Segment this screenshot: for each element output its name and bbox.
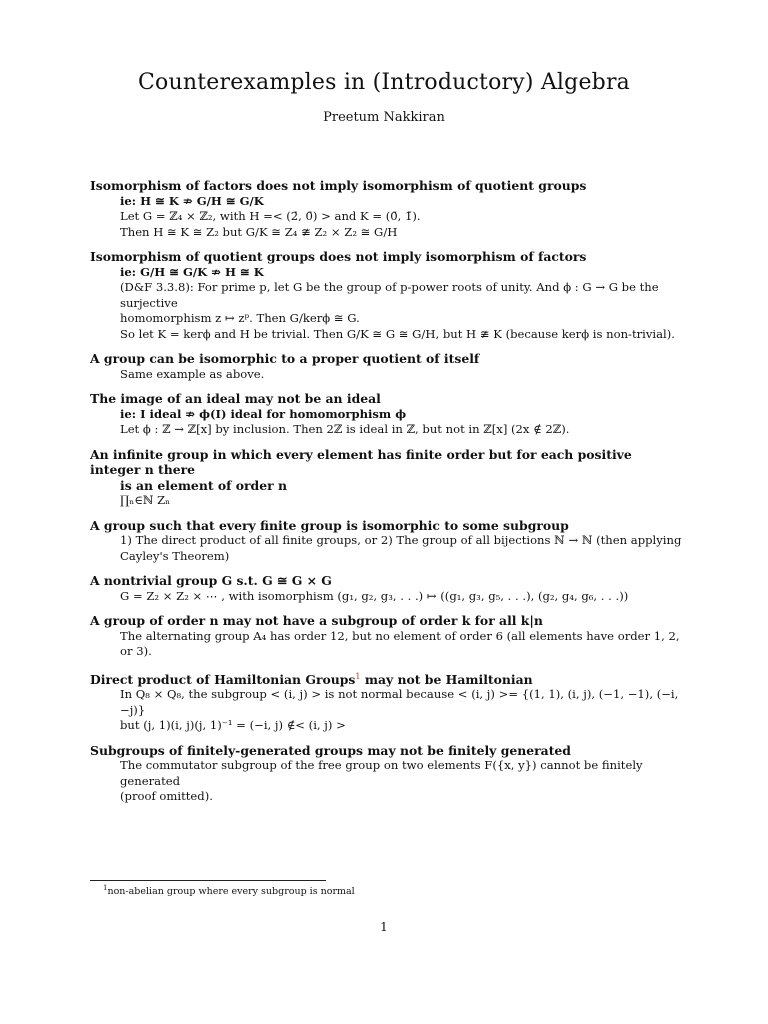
heading-text: Direct product of Hamiltonian Groups <box>90 671 356 687</box>
section-5 <box>90 447 682 509</box>
body-line: Then H ≅ K ≅ Z₂ but G/K ≅ Z₄ ≇ Z₂ × Z₂ ≅ G/H <box>120 224 398 239</box>
paper-title: Counterexamples in (Introductory) Algebra <box>138 70 630 95</box>
heading-text-tail: may not be Hamiltonian <box>364 671 533 687</box>
section-body <box>90 194 682 241</box>
section-heading <box>90 669 682 688</box>
body-line: ie: G/H ≅ G/K ⇏ H ≅ K <box>120 264 264 279</box>
body-line: The commutator subgroup of the free group on two elements F({x, y}) cannot be finitely generated <box>120 758 643 788</box>
paper-author: Preetum Nakkiran <box>323 110 445 125</box>
section-heading: A group of order n may not have a subgroup of order k for all k|n <box>90 613 543 628</box>
section-body <box>90 367 682 383</box>
body-line: Let ϕ : ℤ → ℤ[x] by inclusion. Then 2ℤ is ideal in ℤ, but not in ℤ[x] (2x ∉ 2ℤ). <box>120 422 570 436</box>
section-body <box>90 687 682 734</box>
section-heading: Isomorphism of quotient groups does not imply isomorphism of factors <box>90 249 587 264</box>
section-3 <box>90 351 682 382</box>
section-body <box>90 758 682 805</box>
section-4 <box>90 391 682 438</box>
section-body <box>90 407 682 438</box>
section-body <box>90 533 682 564</box>
body-line: ∏ₙ∈ℕ Zₙ <box>120 493 171 507</box>
body-line: Same example as above. <box>120 366 265 381</box>
section-heading: A group can be isomorphic to a proper quotient of itself <box>90 351 480 366</box>
body-line: 1) The direct product of all finite groups, or 2) The group of all bijections ℕ → ℕ (then applying <box>120 533 682 547</box>
body-line: but (j, 1)(i, j)(j, 1)⁻¹ = (−i, j) ∉< (i, j) > <box>120 718 346 733</box>
footnote-rule <box>90 880 326 881</box>
body-line: (proof omitted). <box>120 789 213 804</box>
section-8 <box>90 613 682 660</box>
section-body <box>90 265 682 343</box>
body-line: G = Z₂ × Z₂ × ⋯ , with isomorphism (g₁, g₂, g₃, . . .) ↦ ((g₁, g₃, g₅, . . .), (g₂, g₄, g₆, . . .)) <box>120 588 629 603</box>
section-heading: Isomorphism of factors does not imply isomorphism of quotient groups <box>90 178 587 193</box>
section-2 <box>90 249 682 342</box>
body-line: ie: H ≅ K ⇏ G/H ≅ G/K <box>120 193 264 208</box>
section-heading: A group such that every finite group is isomorphic to some subgroup <box>90 517 569 533</box>
body-line: homomorphism z ↦ zᵖ. Then G/kerϕ ≅ G. <box>120 311 360 325</box>
body-line: ie: I ideal ⇏ ϕ(I) ideal for homomorphism ϕ <box>120 406 407 421</box>
footnote <box>103 884 355 897</box>
section-body <box>90 493 682 509</box>
body-line: Cayley's Theorem) <box>120 548 230 563</box>
body-line: Let G = ℤ₄ × ℤ₂, with H =< (2̄, 0̄) > and K = (0̄, 1̄). <box>120 209 421 223</box>
section-7 <box>90 573 682 604</box>
section-heading <box>90 447 682 494</box>
section-body <box>90 589 682 605</box>
heading-line: An infinite group in which every element has finite order but for each positive integer n there <box>90 446 632 477</box>
page-number: 1 <box>380 920 388 934</box>
footnote-text: non-abelian group where every subgroup is normal <box>107 886 355 898</box>
body-line: In Q₈ × Q₈, the subgroup < (i, j) > is not normal because < (i, j) >= {(1, 1), (i, j), (−1, −1), (−i, −j)} <box>120 687 679 717</box>
footnote-marker-link[interactable]: 1 <box>355 671 361 681</box>
heading-line-continued: is an element of order n <box>120 477 287 493</box>
body-line: (D&F 3.3.8): For prime p, let G be the group of p-power roots of unity. And ϕ : G → G be the surjective <box>120 280 659 310</box>
section-1 <box>90 178 682 240</box>
section-10 <box>90 743 682 805</box>
section-heading: A nontrivial group G s.t. G ≅ G × G <box>90 573 332 588</box>
section-9 <box>90 669 682 734</box>
body-line: So let K = kerϕ and H be trivial. Then G/K ≅ G ≅ G/H, but H ≇ K (because kerϕ is non-trivial). <box>120 326 675 341</box>
section-6 <box>90 518 682 565</box>
section-list <box>90 178 682 814</box>
section-heading: The image of an ideal may not be an ideal <box>90 391 381 406</box>
footnote-mark: 1 <box>103 884 108 892</box>
body-line: The alternating group A₄ has order 12, but no element of order 6 (all elements have order 1, 2, or 3). <box>120 628 680 658</box>
section-body <box>90 629 682 660</box>
section-heading: Subgroups of finitely-generated groups may not be finitely generated <box>90 742 571 758</box>
